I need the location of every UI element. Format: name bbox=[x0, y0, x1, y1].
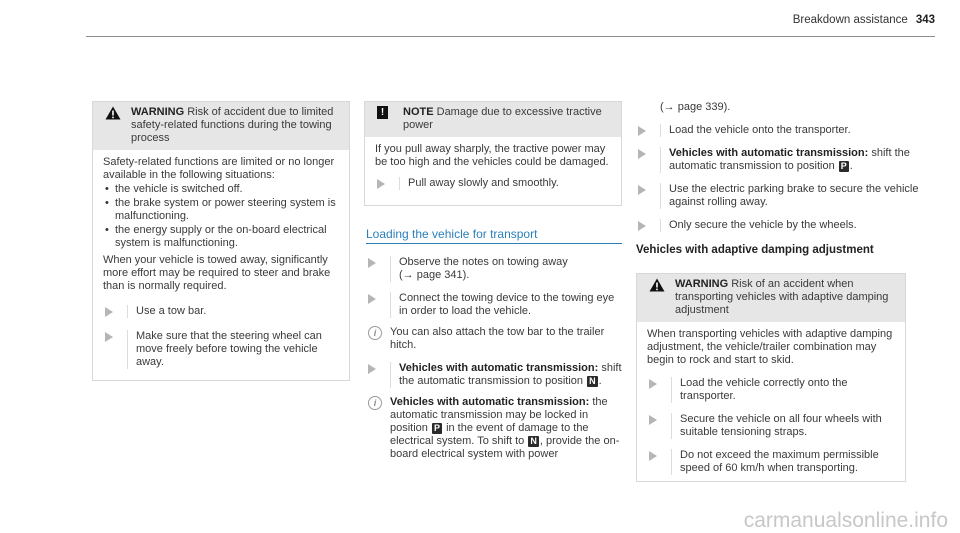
info-note: i You can also attach the tow bar to the trailer hitch. bbox=[366, 326, 622, 352]
instruction-step: Use the electric parking brake to secure the vehicle against rolling away. bbox=[636, 183, 926, 209]
gear-n-symbol: N bbox=[589, 376, 596, 386]
subsection-heading: Vehicles with adaptive damping adjustment bbox=[636, 244, 874, 256]
warning-bullet: • the vehicle is switched off. bbox=[103, 183, 339, 196]
arrow-icon bbox=[649, 379, 657, 389]
arrow-icon bbox=[368, 294, 376, 304]
note-header bbox=[365, 102, 621, 137]
arrow-icon bbox=[105, 307, 113, 317]
note-box bbox=[364, 101, 622, 206]
warning-header bbox=[637, 274, 905, 322]
note-body: If you pull away sharply, the tractive power may be too high and the vehicles could be damaged. bbox=[375, 143, 609, 168]
warning-header bbox=[93, 102, 349, 150]
instruction-step: Make sure that the steering wheel can move freely before towing the vehicle away. bbox=[103, 330, 339, 369]
instruction-step: Load the vehicle correctly onto the transporter. bbox=[647, 377, 895, 403]
instruction-step: Load the vehicle onto the transporter. bbox=[636, 124, 926, 137]
arrow-icon bbox=[649, 451, 657, 461]
instruction-step: Observe the notes on towing away (→ page 341). bbox=[366, 256, 622, 282]
warning-bullet: • the brake system or power steering system is malfunctioning. bbox=[103, 197, 339, 223]
instruction-step: Pull away slowly and smoothly. bbox=[375, 177, 611, 190]
instruction-step: Use a tow bar. bbox=[103, 305, 339, 318]
page-reference: (→ page 341). bbox=[399, 269, 470, 281]
warning-title: Risk of accident due to limited safety-related functions during the towing process bbox=[131, 106, 334, 144]
info-icon: i bbox=[368, 326, 382, 340]
arrow-icon bbox=[377, 179, 385, 189]
instruction-step: Connect the towing device to the towing eye in order to load the vehicle. bbox=[366, 292, 622, 318]
warning-label: WARNING bbox=[675, 278, 729, 290]
watermark: carmanualsonline.info bbox=[743, 509, 948, 532]
instruction-step: Vehicles with automatic transmission: shift the automatic transmission to position N . bbox=[366, 362, 622, 388]
arrow-icon bbox=[368, 258, 376, 268]
instruction-step: Vehicles with automatic transmission: shift the automatic transmission to position P . bbox=[636, 147, 926, 173]
instruction-step: Do not exceed the maximum permissible speed of 60 km/h when transporting. bbox=[647, 449, 895, 475]
section-heading: Loading the vehicle for transport bbox=[366, 227, 538, 241]
gear-p-symbol: P bbox=[840, 161, 847, 171]
right-column bbox=[636, 101, 926, 482]
towing-warning-box bbox=[92, 101, 350, 381]
section-title: Breakdown assistance bbox=[792, 14, 908, 26]
instruction-step: Secure the vehicle on all four wheels with suitable tensioning straps. bbox=[647, 413, 895, 439]
page-number: 343 bbox=[915, 14, 935, 26]
gear-n-symbol: N bbox=[530, 436, 537, 446]
warning-title: Risk of an accident when transporting vehicles with adaptive damping adjustment bbox=[675, 278, 889, 316]
instruction-step: Only secure the vehicle by the wheels. bbox=[636, 219, 926, 232]
info-note: i Vehicles with automatic transmission: the automatic transmission may be locked in position P in the event of damage to the electrical system. To shift to N , provide the on-board electrical system with power bbox=[366, 396, 622, 461]
arrow-icon bbox=[638, 221, 646, 231]
info-continuation bbox=[636, 101, 926, 114]
gear-p-symbol: P bbox=[433, 423, 440, 433]
warning-icon bbox=[649, 278, 665, 292]
page-reference: (→ page 339). bbox=[660, 101, 731, 113]
arrow-icon bbox=[368, 364, 376, 374]
loading-section bbox=[366, 228, 622, 461]
arrow-icon bbox=[105, 332, 113, 342]
warning-outro: When your vehicle is towed away, significantly more effort may be required to steer and brake than is normally required. bbox=[103, 254, 331, 292]
warning-label: WARNING bbox=[131, 106, 185, 118]
arrow-icon bbox=[638, 126, 646, 136]
warning-body: When transporting vehicles with adaptive damping adjustment, the vehicle/trailer combination may begin to rock and start to skid. bbox=[647, 328, 893, 366]
page-header bbox=[793, 14, 935, 27]
note-icon: ! bbox=[377, 106, 388, 119]
note-label: NOTE bbox=[403, 106, 434, 118]
header-rule bbox=[86, 36, 935, 37]
info-icon: i bbox=[368, 396, 382, 410]
arrow-icon bbox=[638, 149, 646, 159]
warning-bullet: • the energy supply or the on-board electrical system is malfunctioning. bbox=[103, 224, 339, 250]
warning-intro: Safety-related functions are limited or no longer available in the following situations: bbox=[103, 156, 335, 181]
adaptive-warning-box bbox=[636, 273, 906, 482]
arrow-icon bbox=[649, 415, 657, 425]
arrow-icon bbox=[638, 185, 646, 195]
note-title: Damage due to excessive tractive power bbox=[403, 106, 602, 131]
section-rule bbox=[366, 243, 622, 244]
warning-icon bbox=[105, 106, 121, 120]
